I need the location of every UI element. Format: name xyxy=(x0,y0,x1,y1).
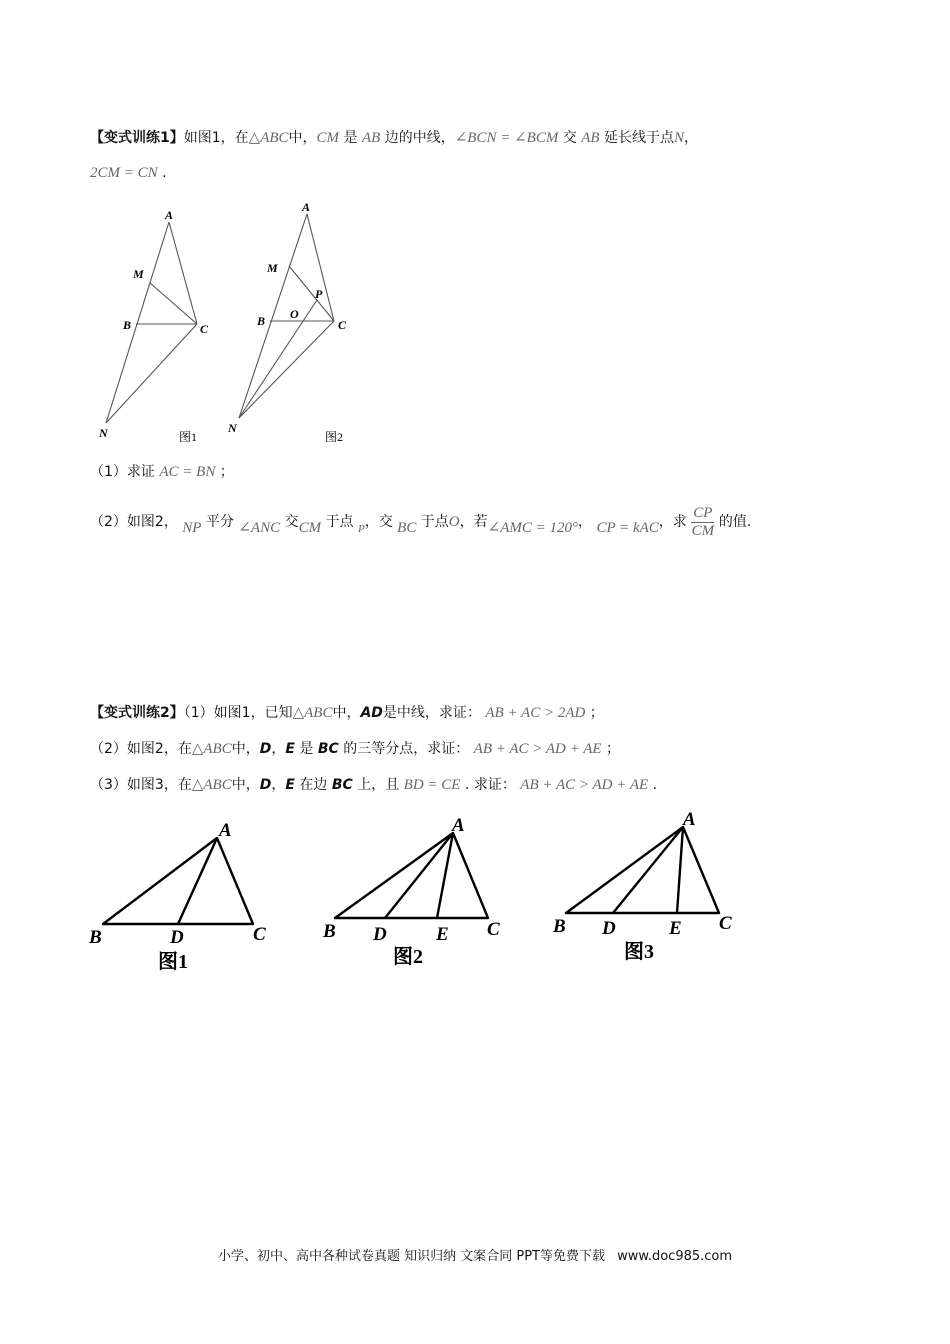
text: 在边 xyxy=(299,777,328,793)
text: ， xyxy=(684,130,699,146)
label-a: A xyxy=(219,820,232,841)
math: AC = BN xyxy=(159,464,216,480)
math: △ABC xyxy=(191,741,232,757)
text: 上，且 xyxy=(357,777,400,793)
math: BC xyxy=(331,777,353,793)
math: N xyxy=(674,130,685,146)
text: ； xyxy=(219,464,234,480)
label-a: A xyxy=(302,200,311,214)
math: △ABC xyxy=(292,705,333,721)
label-d: D xyxy=(602,918,616,939)
label-n: N xyxy=(99,426,108,440)
figure1-caption: 图1 xyxy=(179,430,198,444)
label-e: E xyxy=(669,918,682,939)
text: . xyxy=(652,777,658,793)
geometry-figure-1-2 xyxy=(90,198,370,448)
math: 2CM = CN xyxy=(90,165,158,181)
math: ∠ANC xyxy=(238,520,281,536)
label-c: C xyxy=(253,924,266,945)
label-d: D xyxy=(373,924,387,945)
figure2-caption: 图2 xyxy=(325,430,344,444)
text: 于点 xyxy=(420,514,449,530)
math: E xyxy=(285,741,295,757)
problem1-line1 xyxy=(90,128,698,148)
page-footer xyxy=(0,1245,950,1264)
math: AB + AC > AD + AE xyxy=(520,777,649,793)
text: 如图1，在 xyxy=(183,130,249,146)
text: 交 xyxy=(284,514,299,530)
math: ∠AMC = 120° xyxy=(487,520,578,536)
math: P xyxy=(357,523,365,535)
text: 的值. xyxy=(718,514,752,530)
label-b: B xyxy=(123,318,132,332)
text: （1）求证 xyxy=(90,464,155,480)
text: 边的中线， xyxy=(384,130,455,146)
label-c: C xyxy=(487,919,500,940)
label-a: A xyxy=(165,208,174,222)
text: ； xyxy=(589,705,604,721)
text: （1）如图1，已知 xyxy=(183,705,293,721)
problem1-q2 xyxy=(90,504,751,541)
text: 中， xyxy=(231,777,260,793)
label-b: B xyxy=(323,921,336,942)
text: 延长线于点 xyxy=(604,130,675,146)
label-a: A xyxy=(683,809,696,830)
label-c: C xyxy=(719,913,732,934)
footer-text: 小学、初中、高中各种试卷真题 知识归纳 文案合同 PPT等免费下载 xyxy=(217,1249,605,1264)
math: O xyxy=(448,514,460,530)
text: ，交 xyxy=(364,514,393,530)
math: △ABC xyxy=(248,130,289,146)
fraction-cp-over-cm xyxy=(691,505,714,540)
text: . xyxy=(162,165,167,181)
label-b: B xyxy=(553,916,566,937)
text: ， xyxy=(577,514,592,530)
text: ， xyxy=(271,741,286,757)
text: ； xyxy=(606,741,620,757)
math: AB xyxy=(361,130,381,146)
text: （2）如图2，在 xyxy=(90,741,192,757)
text: 交 xyxy=(562,130,577,146)
math: CP = kAC xyxy=(596,520,659,536)
math: ∠BCN = ∠BCM xyxy=(454,130,559,146)
math: NP xyxy=(182,520,202,536)
problem2-tag: 【变式训练2】 xyxy=(90,705,184,721)
fraction-numerator: CP xyxy=(693,504,713,521)
footer-site-link[interactable]: www.doc985.com xyxy=(617,1249,733,1264)
problem2-line3 xyxy=(90,775,657,795)
label-c: C xyxy=(200,322,209,336)
problem1-tag: 【变式训练1】 xyxy=(90,130,184,146)
text: 是 xyxy=(343,130,358,146)
text: 中， xyxy=(231,741,260,757)
figure3-caption: 图1 xyxy=(158,951,188,973)
problem1-line2 xyxy=(90,163,167,183)
math: D xyxy=(259,741,272,757)
geometry-figure-3-5 xyxy=(85,808,745,978)
label-a: A xyxy=(452,815,465,836)
math: AB xyxy=(581,130,600,146)
math: AD xyxy=(360,705,383,721)
label-b: B xyxy=(89,927,102,948)
math: △ABC xyxy=(191,777,232,793)
label-m: M xyxy=(267,261,278,275)
text: 是 xyxy=(299,741,314,757)
text: 平分 xyxy=(205,514,234,530)
text: 中， xyxy=(288,130,317,146)
label-b: B xyxy=(257,314,266,328)
math: CM xyxy=(298,520,322,536)
math: AB + AC > 2AD xyxy=(485,705,586,721)
text: ，若 xyxy=(459,514,488,530)
label-n: N xyxy=(228,421,237,435)
text: ，求 xyxy=(658,514,687,530)
problem2-line2 xyxy=(90,739,620,759)
math: CM xyxy=(316,130,340,146)
figure4-caption: 图2 xyxy=(393,946,423,968)
text: . 求证： xyxy=(464,777,516,793)
math: BC xyxy=(397,520,417,536)
math: BC xyxy=(317,741,339,757)
label-p: P xyxy=(315,287,323,301)
label-c: C xyxy=(338,318,347,332)
fraction-denominator: CM xyxy=(691,522,715,539)
label-m: M xyxy=(133,267,144,281)
text: 的三等分点，求证： xyxy=(343,741,470,757)
figure5-caption: 图3 xyxy=(624,941,654,963)
label-d: D xyxy=(170,927,184,948)
text: ， xyxy=(271,777,286,793)
text: 是中线，求证： xyxy=(382,705,481,721)
problem2-line1 xyxy=(90,703,604,723)
text: 于点 xyxy=(325,514,354,530)
text: 中， xyxy=(332,705,361,721)
math: AB + AC > AD + AE xyxy=(473,741,602,757)
text: （3）如图3，在 xyxy=(90,777,192,793)
label-o: O xyxy=(290,307,299,321)
text: （2）如图2， xyxy=(90,514,178,530)
label-e: E xyxy=(436,924,449,945)
math: D xyxy=(259,777,272,793)
math: E xyxy=(285,777,295,793)
math: BD = CE xyxy=(403,777,461,793)
problem1-q1 xyxy=(90,462,234,482)
